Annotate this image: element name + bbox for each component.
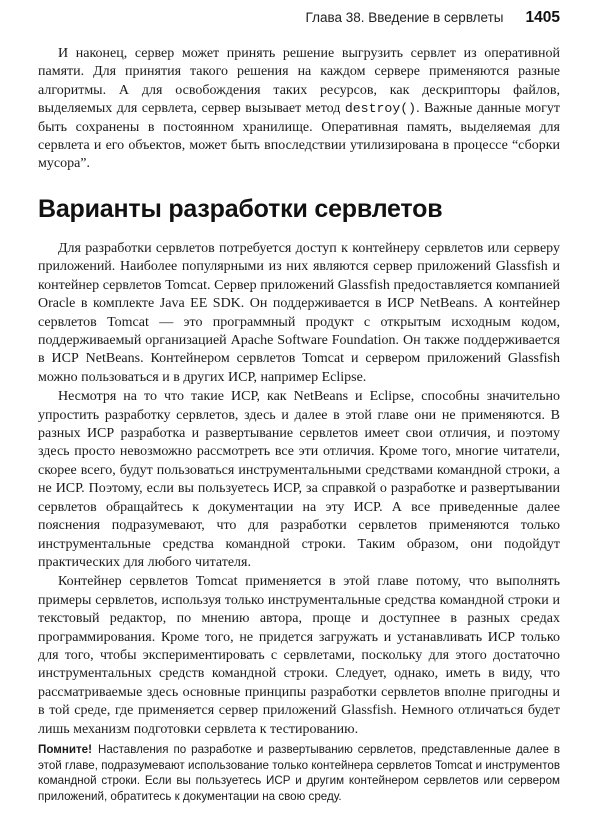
inline-code: destroy() xyxy=(344,101,417,117)
section-body xyxy=(38,240,560,740)
note-text: Наставления по разработке и развертыванию сервлетов, представленные далее в этой главе, подразумевают использование только контейнера сервлетов Tomcat и инструментов командной строки. Если вы пользуетесь ИСР и другим контейнером сервлетов или сервером приложений, обратитесь к документации на свою среду. xyxy=(38,743,560,803)
paragraph-text: . Важные данные могут быть сохранены в постоянном хранилище. Оперативная память, выделяемая для сервлета и его объектов, может быть впоследствии утилизирована в процессе “сборки мусора”. xyxy=(38,101,561,172)
reminder-note xyxy=(38,742,560,804)
paragraph xyxy=(38,45,560,174)
intro-section xyxy=(38,45,560,174)
paragraph: Контейнер сервлетов Tomcat применяется в этой главе потому, что выполнять примеры сервлетов, используя только инструментальные средства командной строки и текстовый редактор, по мнению автора, проще и доступнее в разных средах программирования. Кроме того, не придется загружать и устанавливать ИСР только для того, чтобы экспериментировать с сервлетами, поскольку для этого достаточно инструментальных средств командной строки. Следует, однако, иметь в виду, что рассматриваемые здесь основные принципы разработки сервлетов вполне пригодны и в той среде, где применяется сервер приложений Glassfish. Немного отличаться будет лишь механизм подготовки сервлета к тестированию. xyxy=(38,574,560,737)
paragraph: Несмотря на то что такие ИСР, как NetBeans и Eclipse, способны значительно упростить разработку сервлетов, здесь и далее в этой главе они не применяются. В разных ИСР разработка и развертывание сервлетов имеет свои отличия, и поэтому здесь просто невозможно рассмотреть все эти отличия. Кроме того, многие читатели, скорее всего, будут пользоваться инструментальными средствами командной строки, а не ИСР. Поэтому, если вы пользуетесь ИСР, за справкой о разработке и развертывании сервлетов обращайтесь к документации на эту ИСР. А все приведенные далее пояснения подразумевают, что для разработки сервлетов применяются только инструментальные средства командной строки. Таким образом, они подойдут практических для любого читателя. xyxy=(38,389,560,570)
chapter-title: Глава 38. Введение в сервлеты xyxy=(305,10,504,25)
running-header xyxy=(38,9,560,33)
note-label: Помните! xyxy=(38,743,92,756)
page-number: 1405 xyxy=(525,9,560,26)
section-heading: Варианты разработки сервлетов xyxy=(38,195,443,223)
paragraph-text: И наконец, сервер может принять решение выгрузить сервлет из оперативной памяти. Для принятия такого решения на каждом сервере применяются разные алгоритмы. А для освобождения таких ресурсов, как дескрипторы файлов, выделяемых для сервлета, сервер вызывает метод xyxy=(38,46,560,117)
paragraph: Для разработки сервлетов потребуется доступ к контейнеру сервлетов или серверу приложений. Наиболее популярными из них являются сервер приложений Glassfish и контейнер сервлетов Tomcat. Сервер приложений Glassfish предоставляется компанией Oracle в комплекте Java EE SDK. Он поддерживается в ИСР NetBeans. А контейнер сервлетов Tomcat — это программный продукт с открытым исходным кодом, поддерживаемый организацией Apache Software Foundation. Он также поддерживается в ИСР NetBeans. Контейнером сервлетов Tomcat и сервером приложений Glassfish можно пользоваться и в других ИСР, например Eclipse. xyxy=(38,241,560,385)
